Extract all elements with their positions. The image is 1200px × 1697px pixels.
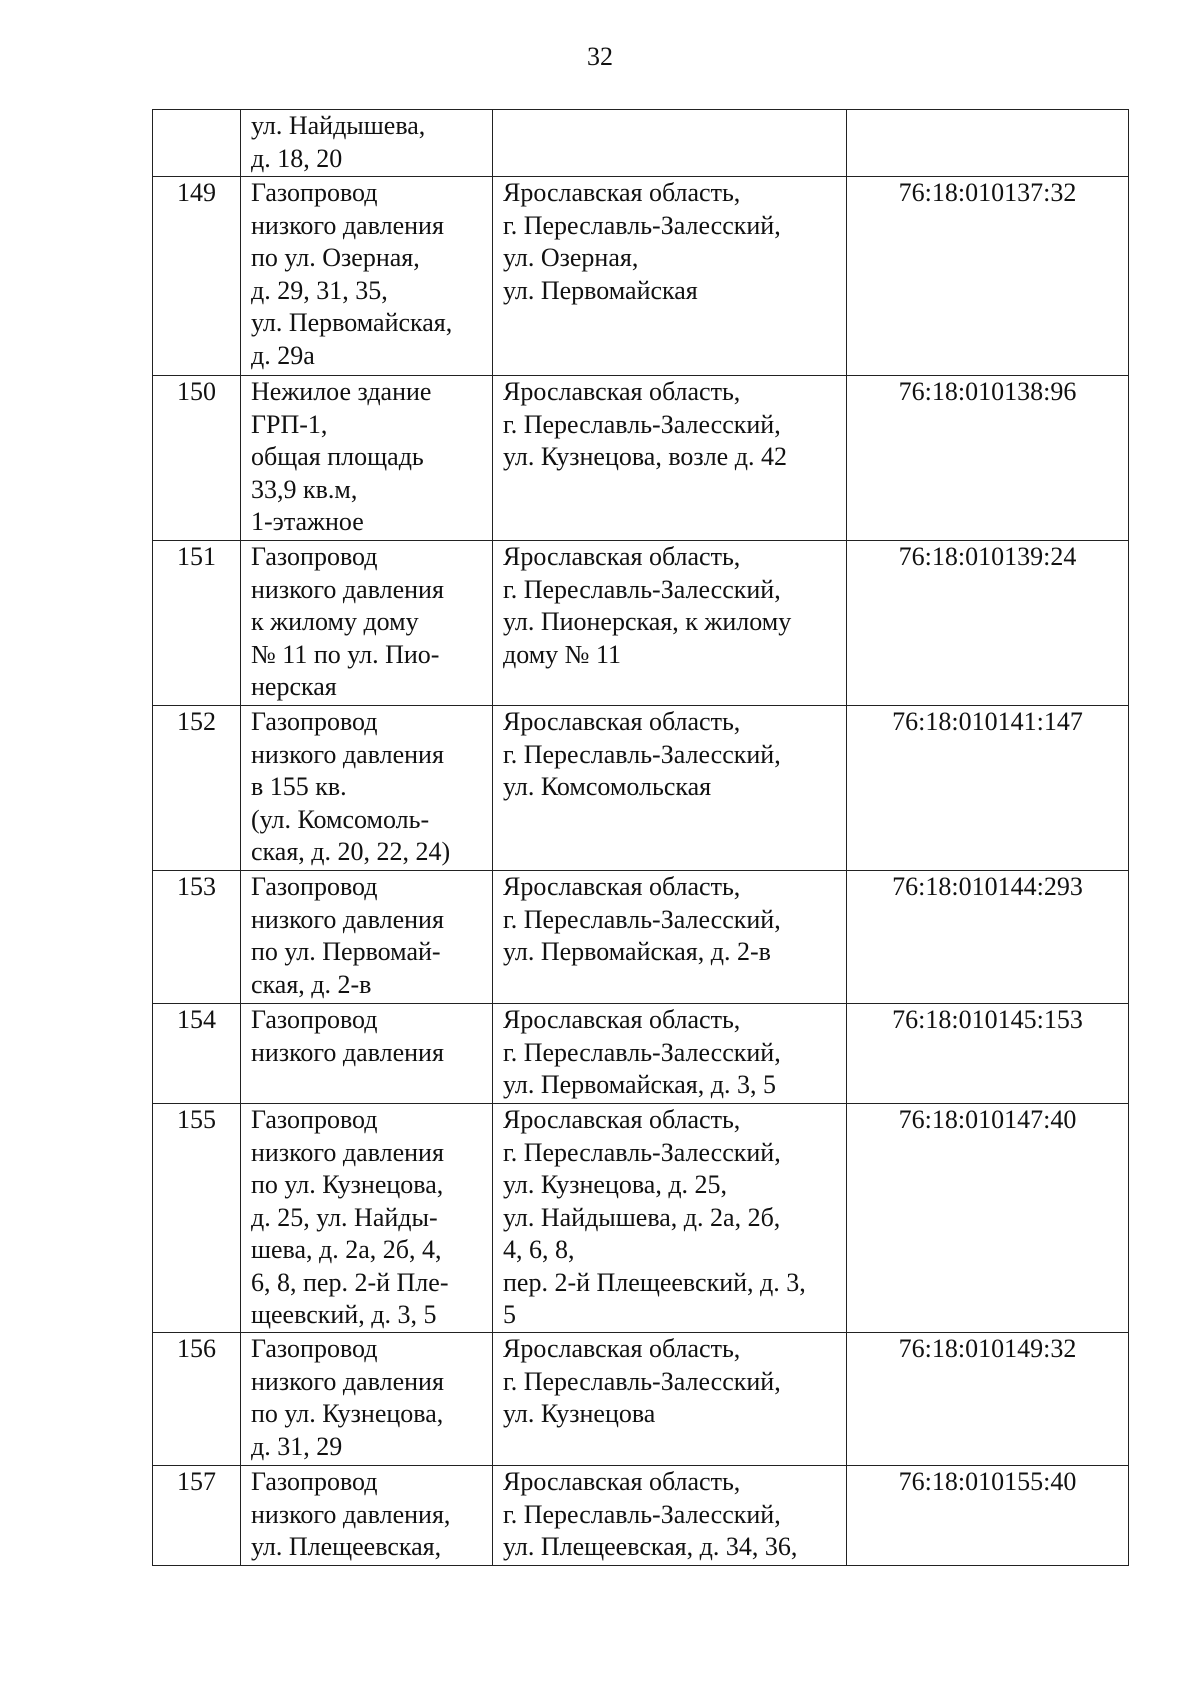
cadastral-number-cell: 76:18:010138:96 bbox=[847, 376, 1129, 541]
address-cell: Ярославская область, г. Переславль-Залесский, ул. Плещеевская, д. 34, 36, bbox=[493, 1466, 847, 1566]
table-row bbox=[153, 871, 1129, 1004]
address-cell: Ярославская область, г. Переславль-Залесский, ул. Кузнецова, д. 25, ул. Найдышева, д. 2а, 2б, 4, 6, 8, пер. 2-й Плещеевский, д. 3, 5 bbox=[493, 1104, 847, 1333]
address-cell: Ярославская область, г. Переславль-Залесский, ул. Первомайская, д. 2-в bbox=[493, 871, 847, 1004]
row-number-cell: 151 bbox=[153, 541, 241, 706]
cadastral-number-cell bbox=[847, 110, 1129, 177]
object-name-cell: Газопровод низкого давления, ул. Плещеевская, bbox=[241, 1466, 493, 1566]
object-name-cell: Газопровод низкого давления bbox=[241, 1004, 493, 1104]
row-number-cell: 152 bbox=[153, 706, 241, 871]
object-name-cell: Газопровод низкого давления в 155 кв. (ул. Комсомоль- ская, д. 20, 22, 24) bbox=[241, 706, 493, 871]
address-cell bbox=[493, 110, 847, 177]
object-name-cell: Газопровод низкого давления к жилому дому № 11 по ул. Пио- нерская bbox=[241, 541, 493, 706]
cadastral-number-cell: 76:18:010155:40 bbox=[847, 1466, 1129, 1566]
address-cell: Ярославская область, г. Переславль-Залесский, ул. Комсомольская bbox=[493, 706, 847, 871]
table-row bbox=[153, 110, 1129, 177]
page-number: 32 bbox=[587, 42, 613, 71]
object-name-cell: Газопровод низкого давления по ул. Озерная, д. 29, 31, 35, ул. Первомайская, д. 29а bbox=[241, 177, 493, 376]
object-name-cell: Газопровод низкого давления по ул. Кузнецова, д. 31, 29 bbox=[241, 1333, 493, 1466]
object-name-cell: ул. Найдышева, д. 18, 20 bbox=[241, 110, 493, 177]
cadastral-number-cell: 76:18:010145:153 bbox=[847, 1004, 1129, 1104]
row-number-cell bbox=[153, 110, 241, 177]
cadastral-number-cell: 76:18:010144:293 bbox=[847, 871, 1129, 1004]
row-number-cell: 150 bbox=[153, 376, 241, 541]
row-number-cell: 153 bbox=[153, 871, 241, 1004]
cadastral-number-cell: 76:18:010149:32 bbox=[847, 1333, 1129, 1466]
address-cell: Ярославская область, г. Переславль-Залесский, ул. Пионерская, к жилому дому № 11 bbox=[493, 541, 847, 706]
table-row bbox=[153, 376, 1129, 541]
address-cell: Ярославская область, г. Переславль-Залесский, ул. Первомайская, д. 3, 5 bbox=[493, 1004, 847, 1104]
row-number-cell: 155 bbox=[153, 1104, 241, 1333]
table-row bbox=[153, 1104, 1129, 1333]
object-name-cell: Газопровод низкого давления по ул. Кузнецова, д. 25, ул. Найды- шева, д. 2а, 2б, 4, 6, 8, пер. 2-й Пле- щеевский, д. 3, 5 bbox=[241, 1104, 493, 1333]
table-row bbox=[153, 1466, 1129, 1566]
object-name-cell: Нежилое здание ГРП-1, общая площадь 33,9 кв.м, 1-этажное bbox=[241, 376, 493, 541]
address-cell: Ярославская область, г. Переславль-Залесский, ул. Кузнецова bbox=[493, 1333, 847, 1466]
table-row bbox=[153, 1333, 1129, 1466]
row-number-cell: 154 bbox=[153, 1004, 241, 1104]
table-row bbox=[153, 706, 1129, 871]
cadastral-number-cell: 76:18:010139:24 bbox=[847, 541, 1129, 706]
cadastral-number-cell: 76:18:010141:147 bbox=[847, 706, 1129, 871]
table-row bbox=[153, 177, 1129, 376]
table-row bbox=[153, 541, 1129, 706]
cadastral-number-cell: 76:18:010137:32 bbox=[847, 177, 1129, 376]
table-row bbox=[153, 1004, 1129, 1104]
address-cell: Ярославская область, г. Переславль-Залесский, ул. Кузнецова, возле д. 42 bbox=[493, 376, 847, 541]
cadastral-number-cell: 76:18:010147:40 bbox=[847, 1104, 1129, 1333]
property-registry-table bbox=[152, 109, 1129, 1566]
row-number-cell: 149 bbox=[153, 177, 241, 376]
address-cell: Ярославская область, г. Переславль-Залесский, ул. Озерная, ул. Первомайская bbox=[493, 177, 847, 376]
row-number-cell: 156 bbox=[153, 1333, 241, 1466]
row-number-cell: 157 bbox=[153, 1466, 241, 1566]
object-name-cell: Газопровод низкого давления по ул. Первомай- ская, д. 2-в bbox=[241, 871, 493, 1004]
